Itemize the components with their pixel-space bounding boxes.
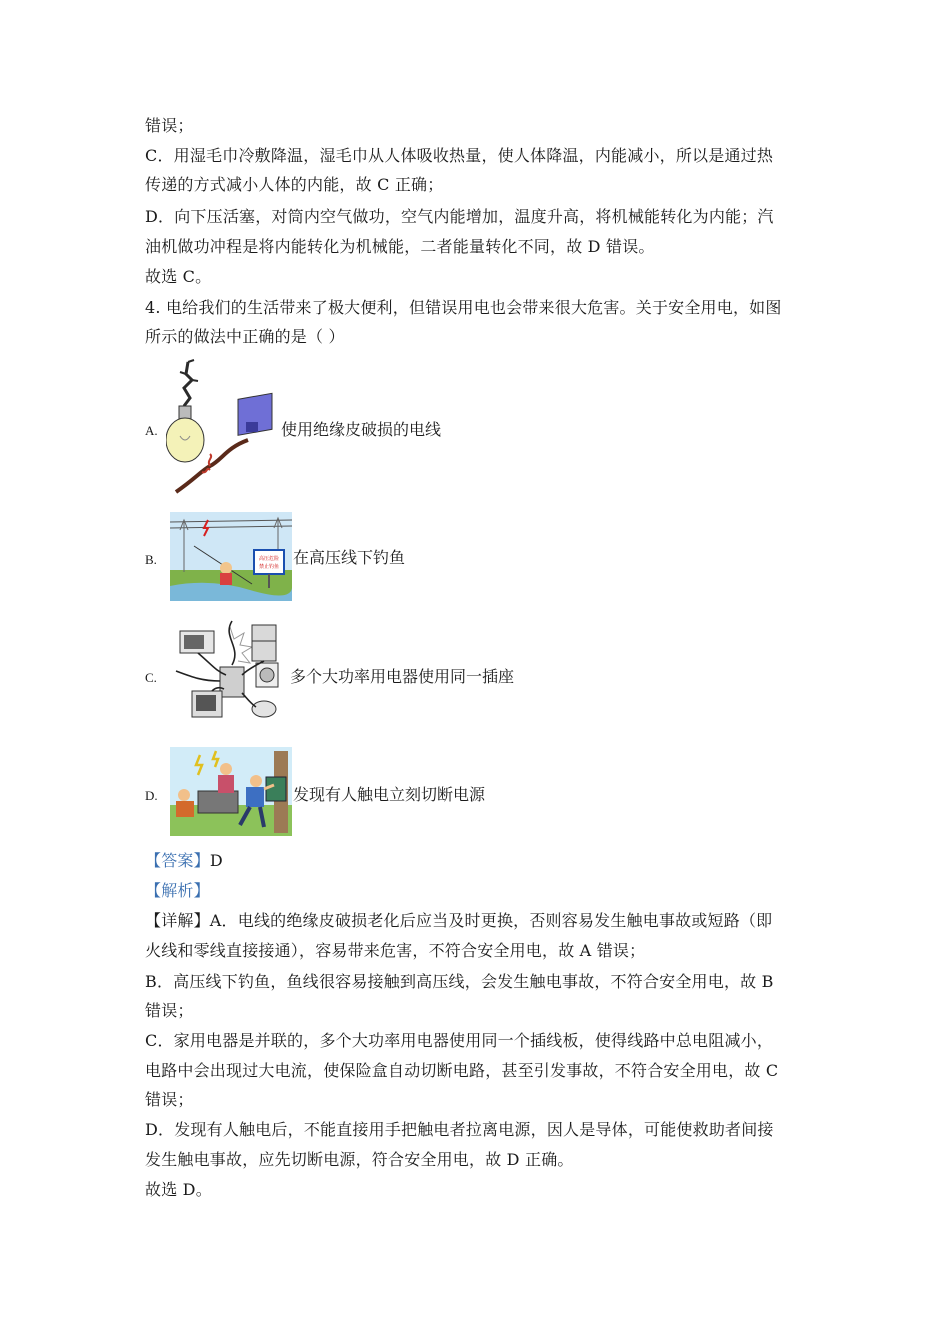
svg-text:高压危险: 高压危险	[258, 556, 280, 562]
detail-line: B．高压线下钓鱼，鱼线很容易接触到高压线，会发生触电事故，不符合安全用电，故 B	[145, 972, 774, 991]
detail-line: 火线和零线直接接通），容易带来危害，不符合安全用电，故 A 错误；	[145, 941, 646, 960]
text-line: 油机做功冲程是将内能转化为机械能，二者能量转化不同，故 D 错误。	[145, 237, 655, 256]
answer-line	[145, 851, 223, 871]
option-a-label: A.	[145, 423, 158, 438]
detail-line: C．家用电器是并联的，多个大功率用电器使用同一个插线板，使得线路中总电阻减小，	[145, 1031, 774, 1050]
option-c-label: C.	[145, 670, 157, 685]
text-line: D．向下压活塞，对筒内空气做功，空气内能增加，温度升高，将机械能转化为内能；汽	[145, 207, 774, 226]
option-a-text: 使用绝缘皮破损的电线	[281, 420, 442, 439]
detail-line: 错误；	[145, 1001, 194, 1020]
answer-tag: 【答案】	[145, 851, 210, 870]
detail-line: 故选 D。	[145, 1180, 212, 1199]
detail-line: D．发现有人触电后，不能直接用手把触电者拉离电源，因人是导体，可能使救助者间接	[145, 1120, 774, 1139]
text-line: 故选 C。	[145, 267, 212, 286]
overloaded-socket-illustration	[172, 617, 288, 727]
detail-line: 错误；	[145, 1090, 194, 1109]
text-line: C．用湿毛巾冷敷降温，湿毛巾从人体吸收热量，使人体降温，内能减小，所以是通过热	[145, 146, 774, 165]
damaged-wire-illustration	[166, 356, 278, 498]
text-line: 传递的方式减小人体的内能，故 C 正确；	[145, 175, 444, 194]
option-b-text: 在高压线下钓鱼	[293, 548, 406, 567]
detail-line: 【详解】A．电线的绝缘皮破损老化后应当及时更换，否则容易发生触电事故或短路（即	[145, 911, 773, 930]
detail-line: 电路中会出现过大电流，使保险盒自动切断电路，甚至引发事故，不符合安全用电，故 C	[145, 1061, 779, 1080]
detail-line: 发生触电事故，应先切断电源，符合安全用电，故 D 正确。	[145, 1150, 574, 1169]
fishing-under-power-lines-illustration	[170, 512, 292, 601]
answer-value: D	[209, 851, 223, 870]
svg-text:禁止钓鱼: 禁止钓鱼	[258, 564, 280, 570]
analysis-tag: 【解析】	[145, 881, 210, 900]
option-d-label: D.	[145, 788, 158, 803]
question-stem: 所示的做法中正确的是（ ）	[145, 327, 345, 346]
option-b-label: B.	[145, 552, 157, 567]
question-stem: 4. 电给我们的生活带来了极大便利，但错误用电也会带来很大危害。关于安全用电，如图	[145, 298, 782, 317]
option-d-text: 发现有人触电立刻切断电源	[293, 785, 486, 804]
text-line: 错误；	[145, 116, 194, 135]
cutting-power-rescue-illustration	[170, 747, 292, 836]
option-c-text: 多个大功率用电器使用同一插座	[290, 667, 515, 686]
